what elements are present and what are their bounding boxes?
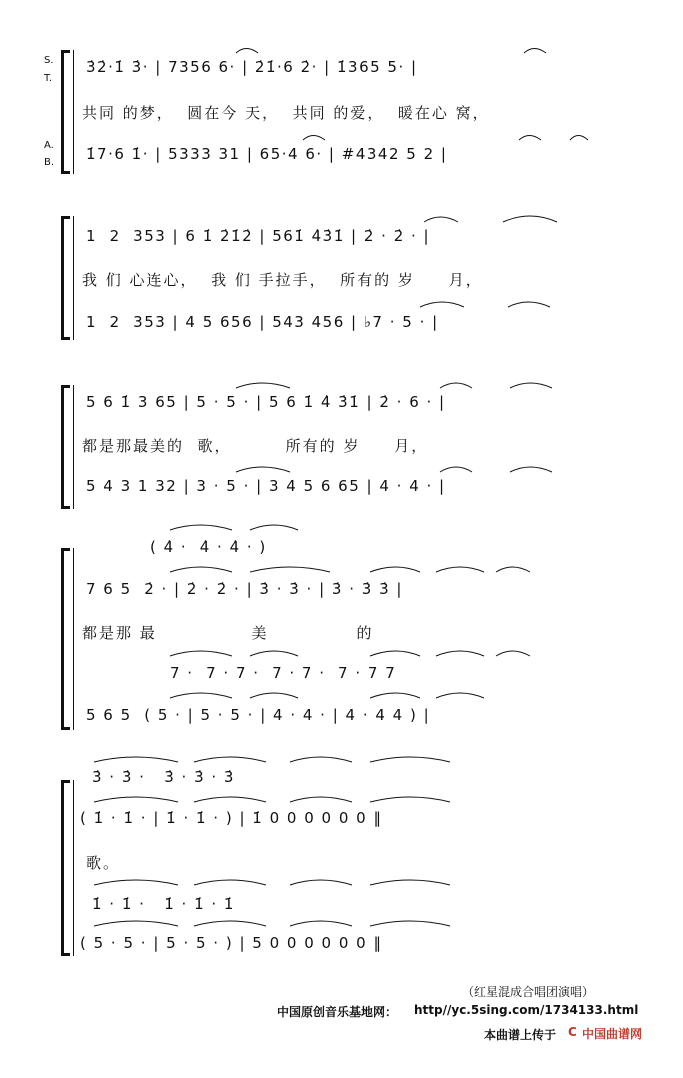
- lower-voice-divisi-line: 7 · 7 · 7 · 7 · 7 · 7 · 7 7: [170, 664, 397, 682]
- lower-voice-line: 5 4 3 1 32 | 3 · 5 · | 3 4 5 6 65 | 4 · 4 · |: [86, 477, 446, 495]
- part-label-tenor: T.: [44, 73, 53, 84]
- upper-voice-divisi-line: ( 4̇ · 4̇ · 4̇ · ): [150, 538, 267, 556]
- site-url[interactable]: http//yc.5sing.com/1734133.html: [414, 1003, 639, 1017]
- upper-voice-line: 7 6 5 2̇ · | 2̇ · 2̇ · | 3̇ · 3̇ · | 3̇ · 3̇ 3̇ |: [86, 580, 403, 598]
- system-line: [73, 385, 74, 509]
- system-brace: [61, 385, 70, 509]
- part-label-bass: B.: [44, 157, 55, 168]
- part-label-alto: A.: [44, 140, 54, 151]
- upper-voice-line: 3̇2̇·1̇ 3̇· | 7356 6· | 2̇1̇·6 2̇· | 1̇365 5· |: [86, 58, 418, 76]
- part-label-soprano: S.: [44, 55, 54, 66]
- performer-credit: （红星混成合唱团演唱）: [462, 985, 595, 999]
- lyrics-line: 我 们 心连心， 我 们 手拉手， 所有的 岁 月，: [82, 271, 483, 289]
- site-label: 中国原创音乐基地网：: [277, 1005, 398, 1019]
- lyrics-line: 共同 的梦， 圆在今 天， 共同 的爱， 暖在心 窝，: [82, 104, 490, 122]
- system-line: [73, 548, 74, 730]
- lyrics-line: 都是那最美的 歌， 所有的 岁 月，: [82, 437, 429, 455]
- lower-voice-line: 1̇7·6 1̇· | 5333 31 | 65·4 6· | #4342 5 2 |: [86, 145, 448, 163]
- system-line: [73, 780, 74, 956]
- system-brace: [61, 216, 70, 340]
- upload-note: 本曲谱上传于: [484, 1028, 557, 1042]
- logo-mark-icon: C: [568, 1025, 577, 1039]
- site-logo: [568, 1024, 672, 1042]
- system-line: [73, 216, 74, 340]
- upper-voice-divisi-line: 3̇ · 3̇ · 3̇ · 3̇ · 3̇: [92, 768, 235, 786]
- system-brace: [61, 780, 70, 956]
- lyrics-line: 都是那 最 美 的: [82, 624, 374, 642]
- upper-voice-line: 5 6 1̇ 3 65 | 5 · 5 · | 5 6 1̇ 4̇ 3̇1̇ | 2̇ · 6 · |: [86, 393, 446, 411]
- lower-voice-line: ( 5 · 5 · | 5 · 5 · ) | 5 0 0 0 0 0 0 ‖: [80, 934, 383, 952]
- lower-voice-line: 5 6 5 ( 5 · | 5 · 5 · | 4 · 4 · | 4 · 4 4 ) |: [86, 706, 431, 724]
- upper-voice-line: 1 2 353 | 6 1̇ 2̇1̇2̇ | 561̇ 4̇3̇1̇ | 2̇ · 2̇ · |: [86, 227, 431, 245]
- lower-voice-divisi-line: 1̇ · 1̇ · 1̇ · 1̇ · 1̇: [92, 895, 235, 913]
- lyrics-line: 歌。: [86, 854, 121, 872]
- system-brace: [61, 50, 70, 174]
- system-line: [73, 50, 74, 174]
- system-brace: [61, 548, 70, 730]
- upper-voice-line: ( 1̇ · 1̇ · | 1̇ · 1̇ · ) | 1̇ 0 0 0 0 0 0 ‖: [80, 809, 383, 827]
- lower-voice-line: 1 2 353 | 4 5 656 | 543 456 | ♭7 · 5 · |: [86, 313, 439, 331]
- logo-text: 中国曲谱网: [582, 1027, 643, 1041]
